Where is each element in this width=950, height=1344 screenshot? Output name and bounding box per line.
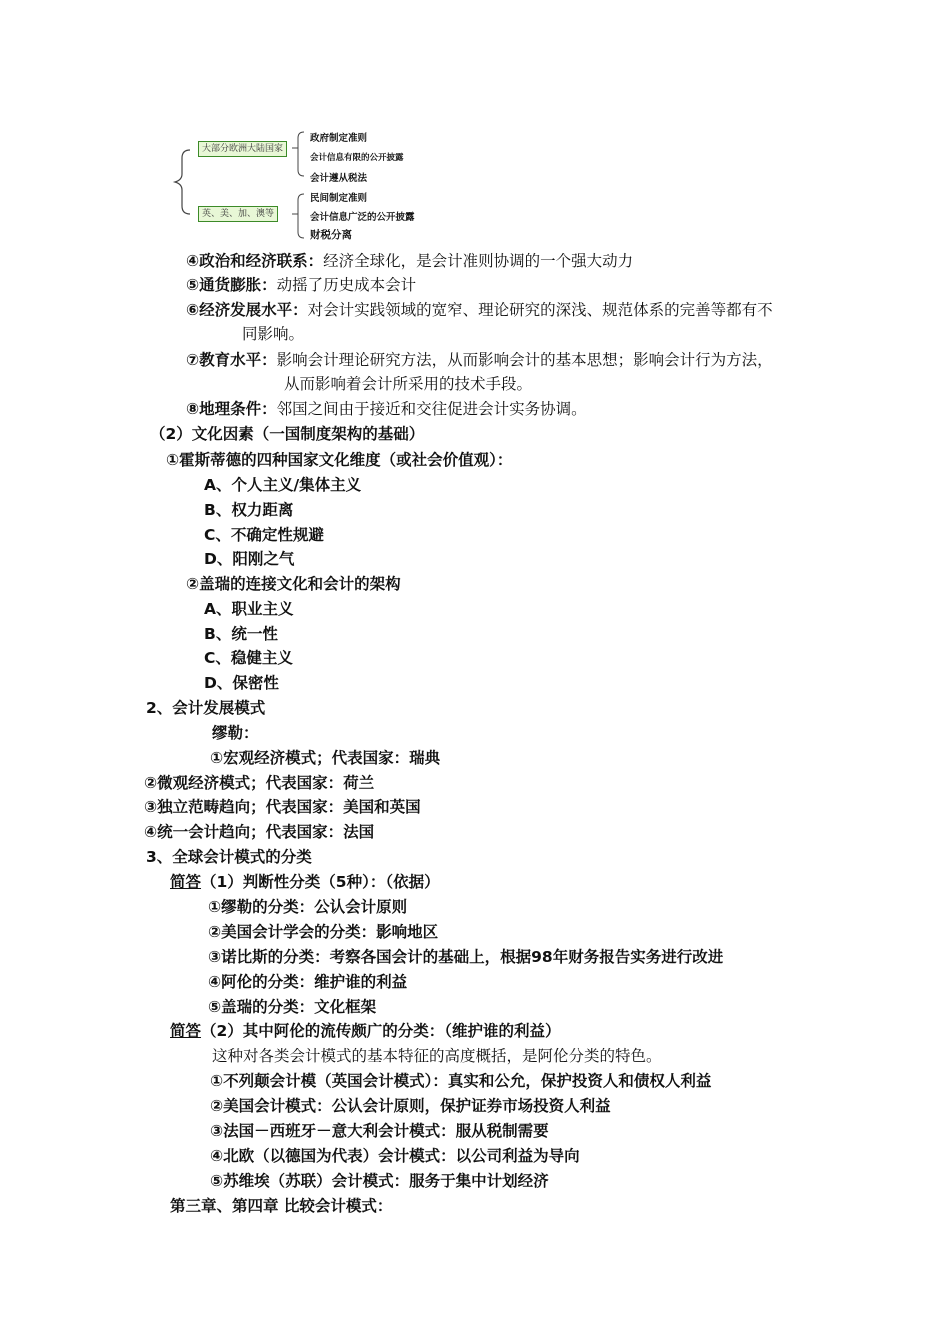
group1-item-2: 会计信息有限的公开披露: [310, 153, 404, 163]
culture-item-1: ①霍斯蒂德的四种国家文化维度（或社会价值观）：: [166, 451, 513, 469]
culture-2c: C、稳健主义: [204, 649, 293, 667]
group2-item-3: 财税分离: [310, 229, 352, 241]
culture-2d: D、保密性: [204, 674, 279, 692]
factor-8: [186, 398, 587, 420]
question-1-tag: 简答: [170, 873, 202, 891]
section-2-title: 2、会计发展模式: [146, 699, 266, 717]
factor-6-body: 对会计实践领域的宽窄、理论研究的深浅、规范体系的完善等都有不: [307, 301, 773, 319]
q1-item-3: ③诺比斯的分类：考察各国会计的基础上，根据98年财务报告实务进行改进: [208, 948, 724, 966]
section-2-mueller: 缪勒：: [212, 724, 259, 742]
factor-7-body: 影响会计理论研究方法，从而影响会计的基本思想；影响会计行为方法，: [276, 351, 773, 369]
culture-1b: B、权力距离: [204, 501, 294, 519]
factor-5-body: 动摇了历史成本会计: [276, 276, 417, 294]
group2-item-2: 会计信息广泛的公开披露: [310, 212, 415, 223]
question-2: [170, 1020, 561, 1042]
q2-item-5: ⑤苏维埃（苏联）会计模式：服务于集中计划经济: [210, 1172, 549, 1190]
factor-6-cont: 同影响。: [242, 325, 305, 343]
q2-item-4: ④北欧（以德国为代表）会计模式：以公司利益为导向: [210, 1147, 580, 1165]
classification-diagram: [170, 122, 470, 247]
question-1-text: （1）判断性分类（5种）：（依据）: [201, 873, 440, 891]
group1-item-3: 会计遵从税法: [310, 173, 368, 184]
culture-2b: B、统一性: [204, 625, 278, 643]
model-1: ①宏观经济模式；代表国家：瑞典: [210, 749, 441, 767]
q2-item-3: ③法国－西班牙－意大利会计模式：服从税制需要: [210, 1122, 549, 1140]
group2-label: 英、美、加、澳等: [198, 206, 278, 222]
culture-1d: D、阳刚之气: [204, 550, 295, 568]
q2-item-1: ①不列颠会计模（英国会计模式）：真实和公允，保护投资人和债权人利益: [210, 1072, 712, 1090]
factor-7: [186, 349, 773, 371]
q2-item-2: ②美国会计模式：公认会计原则，保护证券市场投资人利益: [210, 1097, 611, 1115]
culture-1a: A、个人主义/集体主义: [204, 476, 362, 494]
section-3-title: 3、全球会计模式的分类: [146, 848, 312, 866]
model-4: ④统一会计趋向；代表国家：法国: [144, 823, 375, 841]
model-3: ③独立范畴趋向；代表国家：美国和英国: [144, 798, 421, 816]
factor-6-head: ⑥经济发展水平：: [186, 301, 308, 319]
question-1: [170, 871, 440, 893]
culture-title: （2）文化因素（一国制度架构的基础）: [150, 425, 425, 443]
group1-label: 大部分欧洲大陆国家: [198, 141, 287, 157]
factor-7-head: ⑦教育水平：: [186, 351, 277, 369]
question-2-text: （2）其中阿伦的流传颇广的分类：（维护谁的利益）: [201, 1022, 561, 1040]
culture-item-2: ②盖瑞的连接文化和会计的架构: [186, 575, 401, 593]
q1-item-2: ②美国会计学会的分类：影响地区: [208, 923, 439, 941]
factor-4: [186, 250, 633, 272]
factor-7-cont: 从而影响着会计所采用的技术手段。: [284, 375, 533, 393]
factor-8-head: ⑧地理条件：: [186, 400, 277, 418]
group2-item-1: 民间制定准则: [310, 193, 368, 204]
factor-6: [186, 299, 773, 321]
culture-1c: C、不确定性规避: [204, 526, 324, 544]
chapter-heading: 第三章、第四章 比较会计模式：: [170, 1197, 393, 1215]
factor-5: [186, 274, 416, 296]
q1-item-5: ⑤盖瑞的分类：文化框架: [208, 998, 377, 1016]
culture-2a: A、职业主义: [204, 600, 294, 618]
factor-8-body: 邻国之间由于接近和交往促进会计实务协调。: [276, 400, 587, 418]
q1-item-4: ④阿伦的分类：维护谁的利益: [208, 973, 408, 991]
q2-intro: 这种对各类会计模式的基本特征的高度概括，是阿伦分类的特色。: [212, 1047, 662, 1065]
factor-4-head: ④政治和经济联系：: [186, 252, 324, 270]
factor-4-body: 经济全球化，是会计准则协调的一个强大动力: [323, 252, 634, 270]
group1-item-1: 政府制定准则: [310, 133, 368, 144]
q1-item-1: ①缪勒的分类：公认会计原则: [208, 898, 408, 916]
factor-5-head: ⑤通货膨胀：: [186, 276, 277, 294]
question-2-tag: 简答: [170, 1022, 202, 1040]
model-2: ②微观经济模式；代表国家：荷兰: [144, 774, 375, 792]
